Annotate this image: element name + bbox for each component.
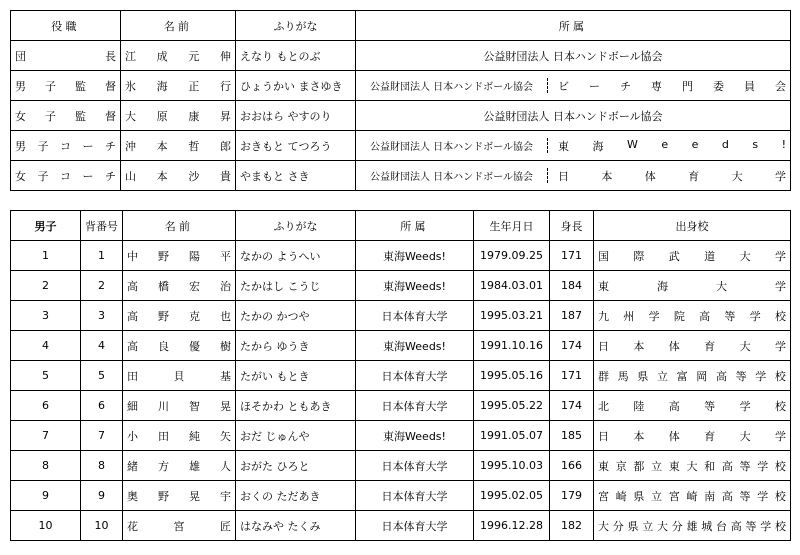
player-dob: 1984.03.01 [474, 271, 550, 301]
staff-org-sub [548, 168, 786, 184]
player-org: 日本体育大学 [356, 511, 474, 541]
player-index: 3 [11, 301, 81, 331]
player-school [594, 271, 791, 301]
staff-name [121, 101, 236, 131]
staff-name [121, 41, 236, 71]
player-org: 東海Weeds! [356, 271, 474, 301]
player-org: 東海Weeds! [356, 331, 474, 361]
staff-role [11, 101, 121, 131]
staff-org [356, 131, 791, 161]
player-height: 174 [550, 331, 594, 361]
player-number: 9 [81, 481, 123, 511]
player-row [11, 331, 791, 361]
player-dob: 1995.02.05 [474, 481, 550, 511]
justified-text: 高 野 克 也 [127, 309, 231, 323]
player-height: 171 [550, 241, 594, 271]
player-school [594, 421, 791, 451]
player-height: 166 [550, 451, 594, 481]
player-number: 10 [81, 511, 123, 541]
staff-role [11, 131, 121, 161]
player-name [123, 271, 236, 301]
staff-org [356, 71, 791, 101]
justified-text: 国 際 武 道 大 学 [598, 249, 786, 263]
player-number: 7 [81, 421, 123, 451]
player-index: 10 [11, 511, 81, 541]
staff-row [11, 131, 791, 161]
player-kana: なかの ようへい [236, 241, 356, 271]
justified-text: 東 海 W e e d s ! [558, 137, 786, 153]
staff-org-sub [548, 78, 786, 94]
staff-org-split [360, 161, 786, 190]
justified-text: 沖 本 哲 郎 [125, 139, 231, 153]
justified-text: 北 陸 高 等 学 校 [598, 399, 786, 413]
player-org: 日本体育大学 [356, 361, 474, 391]
staff-row [11, 71, 791, 101]
players-header-org: 所属 [356, 211, 474, 241]
player-number: 5 [81, 361, 123, 391]
staff-row [11, 161, 791, 191]
players-header-name: 名前 [123, 211, 236, 241]
staff-table [10, 10, 791, 191]
player-dob: 1991.05.07 [474, 421, 550, 451]
justified-text: 大 分 県 立 大 分 雄 城 台 高 等 学 校 [598, 519, 786, 533]
players-header-row [11, 211, 791, 241]
player-org: 東海Weeds! [356, 421, 474, 451]
justified-text: 氷 海 正 行 [125, 79, 231, 93]
player-number: 6 [81, 391, 123, 421]
player-height: 174 [550, 391, 594, 421]
staff-row [11, 41, 791, 71]
player-kana: たかの かつや [236, 301, 356, 331]
player-name [123, 301, 236, 331]
players-header-number: 背番号 [81, 211, 123, 241]
player-kana: たかはし こうじ [236, 271, 356, 301]
player-row [11, 391, 791, 421]
player-school [594, 241, 791, 271]
justified-text: 東 海 大 学 [598, 279, 786, 293]
staff-role [11, 71, 121, 101]
players-header-dob: 生年月日 [474, 211, 550, 241]
player-row [11, 301, 791, 331]
player-height: 185 [550, 421, 594, 451]
player-dob: 1995.10.03 [474, 451, 550, 481]
justified-text: 女 子 監 督 [15, 109, 116, 123]
player-school [594, 451, 791, 481]
player-school [594, 301, 791, 331]
player-kana: おくの ただあき [236, 481, 356, 511]
player-name [123, 481, 236, 511]
player-school [594, 361, 791, 391]
player-name [123, 391, 236, 421]
staff-header-role: 役職 [11, 11, 121, 41]
player-dob: 1995.05.16 [474, 361, 550, 391]
player-index: 2 [11, 271, 81, 301]
player-kana: たがい もとき [236, 361, 356, 391]
staff-org-main: 公益財団法人 日本ハンドボール協会 [360, 138, 548, 153]
staff-kana: おおはら やすのり [236, 101, 356, 131]
justified-text: 東 京 都 立 東 大 和 高 等 学 校 [598, 459, 786, 473]
players-table [10, 210, 791, 541]
justified-text: 田 貝 基 [127, 369, 231, 383]
player-height: 179 [550, 481, 594, 511]
player-kana: ほそかわ ともあき [236, 391, 356, 421]
staff-org: 公益財団法人 日本ハンドボール協会 [356, 101, 791, 131]
staff-name [121, 131, 236, 161]
player-school [594, 331, 791, 361]
justified-text: 花 宮 匠 [127, 519, 231, 533]
player-kana: たから ゆうき [236, 331, 356, 361]
player-org: 日本体育大学 [356, 391, 474, 421]
players-header-height: 身長 [550, 211, 594, 241]
player-name [123, 331, 236, 361]
justified-text: 男 子 コ ー チ [15, 139, 116, 153]
staff-org-split [360, 131, 786, 160]
justified-text: 緒 方 雄 人 [127, 459, 231, 473]
player-name [123, 511, 236, 541]
justified-text: 九 州 学 院 高 等 学 校 [598, 309, 786, 323]
player-dob: 1995.05.22 [474, 391, 550, 421]
player-number: 8 [81, 451, 123, 481]
player-number: 4 [81, 331, 123, 361]
player-school [594, 481, 791, 511]
justified-text: 宮 崎 県 立 宮 崎 南 高 等 学 校 [598, 489, 786, 503]
player-org: 日本体育大学 [356, 451, 474, 481]
player-row [11, 241, 791, 271]
player-name [123, 361, 236, 391]
staff-header-org: 所属 [356, 11, 791, 41]
justified-text: 日 本 体 育 大 学 [598, 339, 786, 353]
players-header-kana: ふりがな [236, 211, 356, 241]
player-row [11, 421, 791, 451]
player-row [11, 361, 791, 391]
justified-text: 小 田 純 矢 [127, 429, 231, 443]
justified-text: 高 良 優 樹 [127, 339, 231, 353]
player-org: 東海Weeds! [356, 241, 474, 271]
staff-header-name: 名前 [121, 11, 236, 41]
staff-org-sub [548, 138, 786, 154]
staff-name [121, 71, 236, 101]
justified-text: ビ ー チ 専 門 委 員 会 [558, 79, 786, 93]
player-kana: おだ じゅんや [236, 421, 356, 451]
player-kana: はなみや たくみ [236, 511, 356, 541]
staff-kana: えなり もとのぶ [236, 41, 356, 71]
player-number: 2 [81, 271, 123, 301]
justified-text: 女 子 コ ー チ [15, 169, 116, 183]
player-row [11, 511, 791, 541]
staff-kana: ひょうかい まさゆき [236, 71, 356, 101]
player-name [123, 451, 236, 481]
player-number: 1 [81, 241, 123, 271]
player-index: 9 [11, 481, 81, 511]
player-school [594, 511, 791, 541]
players-header-school: 出身校 [594, 211, 791, 241]
justified-text: 高 橋 宏 治 [127, 279, 231, 293]
player-dob: 1979.09.25 [474, 241, 550, 271]
player-row [11, 271, 791, 301]
player-row [11, 451, 791, 481]
player-height: 171 [550, 361, 594, 391]
player-dob: 1996.12.28 [474, 511, 550, 541]
staff-name [121, 161, 236, 191]
player-index: 5 [11, 361, 81, 391]
player-height: 187 [550, 301, 594, 331]
player-index: 4 [11, 331, 81, 361]
justified-text: 日 本 体 育 大 学 [558, 169, 786, 183]
justified-text: 男 子 監 督 [15, 79, 116, 93]
player-name [123, 241, 236, 271]
justified-text: 細 川 智 晃 [127, 399, 231, 413]
player-index: 1 [11, 241, 81, 271]
staff-header-kana: ふりがな [236, 11, 356, 41]
staff-kana: やまもと さき [236, 161, 356, 191]
player-height: 182 [550, 511, 594, 541]
player-index: 7 [11, 421, 81, 451]
justified-text: 江 成 元 伸 [125, 49, 231, 63]
staff-org-main: 公益財団法人 日本ハンドボール協会 [360, 168, 548, 183]
players-header-group: 男子 [11, 211, 81, 241]
player-index: 6 [11, 391, 81, 421]
staff-role [11, 161, 121, 191]
player-height: 184 [550, 271, 594, 301]
justified-text: 中 野 陽 平 [127, 249, 231, 263]
staff-header-row [11, 11, 791, 41]
staff-kana: おきもと てつろう [236, 131, 356, 161]
player-dob: 1995.03.21 [474, 301, 550, 331]
player-row [11, 481, 791, 511]
player-number: 3 [81, 301, 123, 331]
justified-text: 群 馬 県 立 富 岡 高 等 学 校 [598, 369, 786, 383]
player-kana: おがた ひろと [236, 451, 356, 481]
justified-text: 日 本 体 育 大 学 [598, 429, 786, 443]
staff-role [11, 41, 121, 71]
staff-org-split [360, 71, 786, 100]
justified-text: 団 長 [15, 49, 116, 63]
justified-text: 奥 野 晃 宇 [127, 489, 231, 503]
staff-org: 公益財団法人 日本ハンドボール協会 [356, 41, 791, 71]
player-dob: 1991.10.16 [474, 331, 550, 361]
staff-row [11, 101, 791, 131]
staff-org-main: 公益財団法人 日本ハンドボール協会 [360, 78, 548, 93]
player-org: 日本体育大学 [356, 481, 474, 511]
justified-text: 山 本 沙 貴 [125, 169, 231, 183]
justified-text: 大 原 康 昇 [125, 109, 231, 123]
player-org: 日本体育大学 [356, 301, 474, 331]
staff-org [356, 161, 791, 191]
player-name [123, 421, 236, 451]
player-school [594, 391, 791, 421]
player-index: 8 [11, 451, 81, 481]
